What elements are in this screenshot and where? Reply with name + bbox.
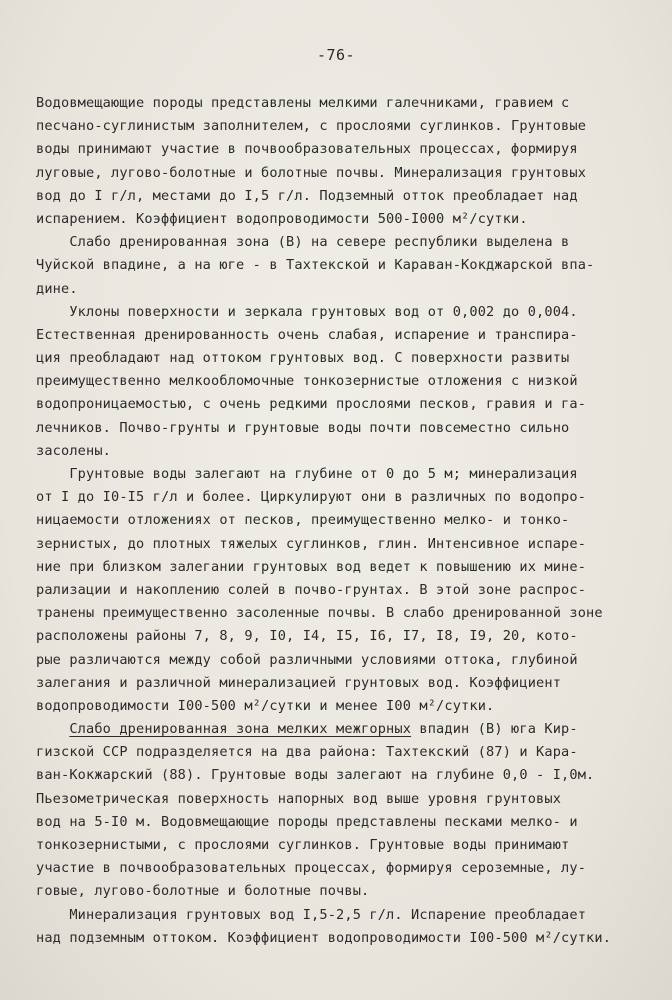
text-line: водопроводимости I00-500 м²/сутки и менее I00 м²/сутки. [36, 697, 495, 714]
text-line: вод на 5-I0 м. Водовмещающие породы представлены песками мелко- и [36, 813, 578, 830]
text-line: преимущественно мелкообломочные тонкозернистые отложения с низкой [36, 373, 578, 390]
text-line: участие в почвообразовательных процессах, формируя сероземные, лу- [36, 860, 587, 877]
text-line: от I до I0-I5 г/л и более. Циркулируют они в различных по водопро- [36, 489, 587, 506]
text-line: транены преимущественно засоленные почвы. В слабо дренированной зоне [36, 605, 603, 622]
text-line: Грунтовые воды залегают на глубине от 0 до 5 м; минерализация [36, 466, 578, 482]
text-line: говые, лугово-болотные и болотные почвы. [36, 883, 370, 900]
text-line: Пьезометрическая поверхность напорных вод выше уровня грунтовых [36, 790, 562, 807]
text-line: дине. [36, 280, 78, 297]
text-line: рые различаются между собой различными условиями оттока, глубиной [36, 651, 578, 668]
text-line: Минерализация грунтовых вод I,5-2,5 г/л. Испарение преобладает [36, 906, 587, 923]
text-line: Естественная дренированность очень слабая, испарение и транспира- [36, 326, 578, 343]
text-line: Чуйской впадине, а на юге - в Тахтекской и Караван-Кокджарской впа- [36, 257, 595, 274]
text-line: лечников. Почво-грунты и грунтовые воды почти повсеместно сильно [36, 419, 570, 436]
text-line: луговые, лугово-болотные и болотные почвы. Минерализация грунтовых [36, 164, 587, 181]
text-line: Водовмещающие породы представлены мелкими галечниками, гравием с [36, 95, 570, 111]
text-line: ван-Кокжарский (88). Грунтовые воды залегают на глубине 0,0 - I,0м. [36, 767, 595, 784]
text-line: тонкозернистыми, с прослоями суглинков. Грунтовые воды принимают [36, 837, 570, 853]
text-line: вод до I г/л, местами до I,5 г/л. Подземный отток преобладает над [36, 187, 578, 204]
underlined-heading: Слабо дренированная зона мелких межгорных [69, 721, 412, 738]
text-line: над подземным оттоком. Коэффициент водопроводимости I00-500 м²/сутки. [36, 929, 612, 946]
text-line: ние при близком залегании грунтовых вод ведет к повышению их мине- [36, 558, 587, 575]
text-line: водопроницаемостью, с очень редкими прослоями песков, гравия и га- [36, 396, 587, 413]
text-line: гизской ССР подразделяется на два района: Тахтекский (87) и Кара- [36, 744, 578, 761]
text-line: ницаемости отложениях от песков, преимущественно мелко- и тонко- [36, 512, 570, 529]
text-line: Уклоны поверхности и зеркала грунтовых вод от 0,002 до 0,004. [36, 303, 578, 320]
body-text [36, 92, 666, 950]
text-line: Слабо дренированная зона мелких межгорных впадин (В) юга Кир- [69, 721, 578, 738]
text-line: Слабо дренированная зона (В) на севере республики выделена в [36, 234, 570, 251]
text-line: зернистых, до плотных тяжелых суглинков, глин. Интенсивное испаре- [36, 535, 587, 552]
text-line: расположены районы 7, 8, 9, I0, I4, I5, I6, I7, I8, I9, 20, кото- [36, 628, 578, 645]
text-line: воды принимают участие в почвообразовательных процессах, формируя [36, 141, 578, 158]
text-line: испарением. Коэффициент водопроводимости 500-I000 м²/сутки. [36, 210, 528, 227]
text-line: рализации и накоплению солей в почво-грунтах. В этой зоне распрос- [36, 581, 587, 598]
text-line: ция преобладают над оттоком грунтовых вод. С поверхности развиты [36, 350, 570, 367]
text-line: залегания и различной минерализацией грунтовых вод. Коэффициент [36, 674, 562, 691]
page-number: -76- [316, 46, 356, 64]
text-line: песчано-суглинистым заполнителем, с прослоями суглинков. Грунтовые [36, 118, 587, 135]
text-line: засолены. [36, 442, 112, 459]
